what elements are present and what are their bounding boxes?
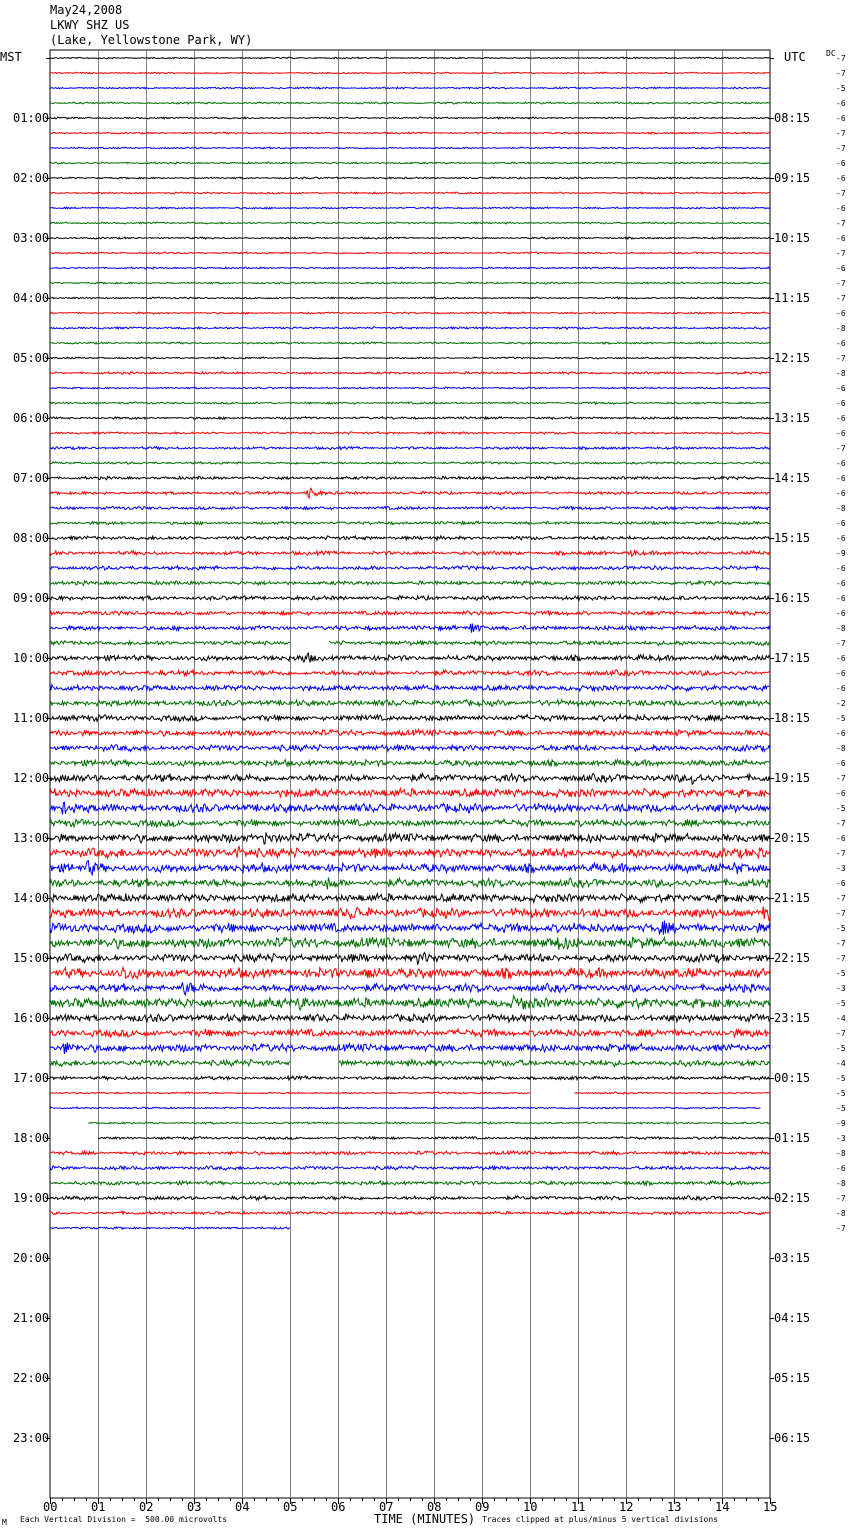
seismic-trace (50, 1181, 770, 1185)
x-axis-tick-label: 13 (667, 1500, 682, 1514)
right-hour-label: 17:15 (774, 651, 811, 665)
x-axis-tick-label: 12 (619, 1500, 634, 1514)
seismic-trace (50, 432, 770, 435)
right-hour-label: 03:15 (774, 1251, 811, 1265)
dc-offset-label: -6 (836, 834, 846, 843)
seismic-trace (50, 596, 770, 601)
dc-offset-label: -5 (836, 1104, 846, 1113)
seismic-trace (50, 1014, 770, 1022)
left-hour-label: 23:00 (13, 1431, 50, 1445)
right-hour-label: 01:15 (774, 1131, 811, 1145)
dc-offset-label: -9 (836, 1119, 846, 1128)
x-axis-tick-label: 02 (139, 1500, 154, 1514)
dc-offset-label: -8 (836, 1179, 846, 1188)
right-hour-label: 14:15 (774, 471, 811, 485)
seismic-trace (50, 1196, 770, 1200)
seismic-trace (50, 372, 770, 375)
dc-offset-label: -6 (836, 414, 846, 423)
dc-offset-label: -6 (836, 114, 846, 123)
seismic-trace (50, 536, 770, 540)
left-hour-label: 08:00 (13, 531, 50, 545)
left-hour-label: 09:00 (13, 591, 50, 605)
left-hour-label: 17:00 (13, 1071, 50, 1085)
dc-offset-label: -6 (836, 609, 846, 618)
x-axis-tick-label: 03 (187, 1500, 202, 1514)
seismic-trace (50, 177, 770, 179)
left-hour-label: 02:00 (13, 171, 50, 185)
right-hour-label: 10:15 (774, 231, 811, 245)
x-axis-tick-label: 06 (331, 1500, 346, 1514)
dc-offset-label: -5 (836, 1044, 846, 1053)
dc-offset-label: -3 (836, 864, 846, 873)
dc-offset-label: -6 (836, 579, 846, 588)
left-timezone-label: MST (0, 50, 22, 64)
left-hour-label: 15:00 (13, 951, 50, 965)
seismic-trace (50, 447, 770, 450)
x-axis-title: TIME (MINUTES) (374, 1512, 476, 1526)
seismic-trace (50, 72, 770, 74)
seismic-trace (50, 745, 770, 752)
left-hour-label: 20:00 (13, 1251, 50, 1265)
seismic-trace (50, 462, 770, 464)
seismic-trace (50, 1166, 770, 1170)
clip-note: Traces clipped at plus/minus 5 vertical divisions (482, 1515, 719, 1524)
seismic-trace (50, 788, 770, 797)
left-hour-label: 05:00 (13, 351, 50, 365)
seismic-trace (50, 715, 770, 722)
seismic-trace (50, 267, 770, 269)
x-axis-tick-label: 14 (715, 1500, 730, 1514)
seismic-trace (50, 102, 770, 104)
dc-offset-label: -8 (836, 1149, 846, 1158)
dc-offset-label: -5 (836, 999, 846, 1008)
dc-offset-label: -7 (836, 354, 846, 363)
dc-offset-label: -7 (836, 129, 846, 138)
seismic-trace (50, 488, 770, 498)
seismic-trace (50, 566, 770, 570)
seismic-trace (50, 847, 770, 859)
seismic-trace (50, 877, 770, 889)
dc-offset-label: -6 (836, 264, 846, 273)
dc-offset-label: -7 (836, 279, 846, 288)
dc-offset-label: -8 (836, 369, 846, 378)
x-axis-tick-label: 08 (427, 1500, 442, 1514)
seismic-trace (50, 237, 770, 239)
right-hour-label: 09:15 (774, 171, 811, 185)
dc-offset-label: -8 (836, 504, 846, 513)
seismic-trace (50, 1043, 770, 1054)
scale-note: Each Vertical Division = 500.00 microvolts (20, 1515, 228, 1524)
left-hour-label: 06:00 (13, 411, 50, 425)
seismic-trace (50, 387, 770, 389)
right-hour-label: 15:15 (774, 531, 811, 545)
dc-offset-label: -5 (836, 924, 846, 933)
seismic-trace (50, 982, 770, 995)
seismic-trace (50, 1092, 770, 1094)
right-hour-label: 08:15 (774, 111, 811, 125)
seismic-trace (50, 996, 770, 1010)
x-axis-tick-label: 05 (283, 1500, 298, 1514)
seismic-trace (50, 252, 770, 254)
x-axis-tick-label: 09 (475, 1500, 490, 1514)
dc-offset-label: -6 (836, 459, 846, 468)
right-hour-label: 23:15 (774, 1011, 811, 1025)
seismic-trace (50, 1151, 770, 1155)
header-date: May24,2008 (50, 3, 123, 17)
left-hour-label: 18:00 (13, 1131, 50, 1145)
dc-offset-label: -6 (836, 669, 846, 678)
left-hour-label: 21:00 (13, 1311, 50, 1325)
header-station: LKWY SHZ US (50, 18, 130, 32)
left-hour-label: 19:00 (13, 1191, 50, 1205)
left-hour-label: 14:00 (13, 891, 50, 905)
x-axis-tick-label: 04 (235, 1500, 250, 1514)
x-axis-tick-label: 00 (43, 1500, 58, 1514)
seismic-trace (50, 402, 770, 404)
plot-frame (50, 50, 770, 1498)
dc-offset-label: -7 (836, 1029, 846, 1038)
dc-offset-label: -7 (836, 249, 846, 258)
dc-offset-label: -3 (836, 1134, 846, 1143)
left-hour-label: 22:00 (13, 1371, 50, 1385)
dc-offset-label: -7 (836, 1224, 846, 1233)
seismic-trace (50, 641, 770, 646)
right-hour-label: 06:15 (774, 1431, 811, 1445)
right-hour-label: 05:15 (774, 1371, 811, 1385)
right-hour-label: 04:15 (774, 1311, 811, 1325)
seismic-trace (50, 417, 770, 420)
x-axis-tick-label: 10 (523, 1500, 538, 1514)
right-hour-label: 18:15 (774, 711, 811, 725)
seismic-trace (50, 861, 770, 875)
dc-offset-label: -7 (836, 939, 846, 948)
dc-offset-label: -6 (836, 729, 846, 738)
left-hour-label: 03:00 (13, 231, 50, 245)
dc-offset-label: -7 (836, 909, 846, 918)
left-hour-label: 13:00 (13, 831, 50, 845)
seismic-trace (50, 653, 770, 663)
header-location: (Lake, Yellowstone Park, WY) (50, 33, 253, 47)
dc-offset-label: -4 (836, 1059, 846, 1068)
dc-offset-label: -7 (836, 444, 846, 453)
left-hour-label: 10:00 (13, 651, 50, 665)
seismic-trace (50, 132, 770, 134)
seismic-trace (50, 906, 770, 920)
right-hour-label: 19:15 (774, 771, 811, 785)
dc-offset-label: -8 (836, 624, 846, 633)
seismic-trace (50, 700, 770, 707)
dc-offset-label: -6 (836, 684, 846, 693)
dc-offset-label: -6 (836, 204, 846, 213)
dc-offset-label: -7 (836, 774, 846, 783)
dc-offset-label: -7 (836, 954, 846, 963)
dc-offset-label: -7 (836, 1194, 846, 1203)
dc-offset-label: -7 (836, 219, 846, 228)
left-hour-label: 16:00 (13, 1011, 50, 1025)
dc-offset-label: -6 (836, 789, 846, 798)
left-hour-label: 01:00 (13, 111, 50, 125)
seismic-trace (50, 147, 770, 149)
seismic-trace (50, 222, 770, 224)
right-hour-label: 11:15 (774, 291, 811, 305)
seismic-trace (50, 327, 770, 330)
left-hour-label: 11:00 (13, 711, 50, 725)
dc-offset-label: -6 (836, 1164, 846, 1173)
seismic-trace (50, 357, 770, 359)
x-axis-tick-label: 11 (571, 1500, 586, 1514)
right-hour-label: 12:15 (774, 351, 811, 365)
dc-offset-label: -6 (836, 399, 846, 408)
corner-mark: M (2, 1518, 7, 1527)
seismic-trace (50, 773, 770, 784)
dc-offset-label: -8 (836, 324, 846, 333)
dc-offset-label: -6 (836, 429, 846, 438)
seismic-trace (50, 476, 770, 480)
seismic-trace (50, 312, 770, 314)
x-axis-tick-label: 01 (91, 1500, 106, 1514)
seismic-trace (88, 1122, 770, 1124)
dc-offset-label: -7 (836, 69, 846, 78)
dc-offset-label: -5 (836, 969, 846, 978)
dc-offset-label: -5 (836, 84, 846, 93)
dc-offset-label: -6 (836, 759, 846, 768)
seismic-trace (50, 894, 770, 903)
seismic-trace (50, 760, 770, 767)
dc-offset-label: -6 (836, 309, 846, 318)
dc-offset-label: -6 (836, 384, 846, 393)
dc-offset-label: -7 (836, 639, 846, 648)
dc-offset-label: -6 (836, 474, 846, 483)
right-hour-label: 16:15 (774, 591, 811, 605)
seismic-trace (50, 117, 770, 119)
seismic-trace (50, 819, 770, 827)
seismic-trace (50, 506, 770, 509)
dc-offset-label: -5 (836, 1074, 846, 1083)
dc-offset-label: -6 (836, 534, 846, 543)
dc-offset-label: -7 (836, 144, 846, 153)
dc-offset-label: -5 (836, 1089, 846, 1098)
dc-offset-label: -5 (836, 804, 846, 813)
seismic-trace (50, 611, 770, 615)
dc-offset-label: -6 (836, 234, 846, 243)
dc-offset-label: -6 (836, 159, 846, 168)
seismic-trace (50, 1227, 290, 1229)
seismic-trace (50, 967, 770, 979)
right-hour-label: 02:15 (774, 1191, 811, 1205)
seismic-trace (50, 1076, 770, 1080)
right-hour-label: 22:15 (774, 951, 811, 965)
dc-offset-label: -8 (836, 744, 846, 753)
seismic-trace (50, 624, 770, 633)
seismic-trace (50, 730, 770, 737)
dc-offset-label: -6 (836, 489, 846, 498)
right-timezone-label: UTC (784, 50, 806, 64)
x-axis-tick-label: 15 (763, 1500, 778, 1514)
seismic-trace (50, 953, 770, 965)
x-axis-tick-label: 07 (379, 1500, 394, 1514)
dc-offset-label: -8 (836, 1209, 846, 1218)
seismic-trace (50, 937, 770, 950)
dc-offset-label: -2 (836, 699, 846, 708)
seismic-trace (50, 1211, 770, 1214)
dc-offset-label: -3 (836, 984, 846, 993)
dc-offset-label: -6 (836, 594, 846, 603)
dc-offset-label: -6 (836, 564, 846, 573)
seismic-trace (50, 297, 770, 299)
seismic-trace (50, 1060, 770, 1067)
seismic-trace (50, 192, 770, 194)
dc-offset-label: -7 (836, 849, 846, 858)
seismic-trace (50, 162, 770, 164)
seismic-trace (50, 921, 770, 935)
right-hour-label: 13:15 (774, 411, 811, 425)
seismic-trace (50, 802, 770, 814)
seismic-trace (50, 685, 770, 691)
right-hour-label: 21:15 (774, 891, 811, 905)
dc-label: DC (826, 49, 836, 58)
left-hour-label: 07:00 (13, 471, 50, 485)
seismic-trace (50, 550, 770, 556)
left-hour-label: 12:00 (13, 771, 50, 785)
right-hour-label: 20:15 (774, 831, 811, 845)
dc-offset-label: -6 (836, 174, 846, 183)
right-hour-label: 00:15 (774, 1071, 811, 1085)
seismic-trace (50, 1107, 760, 1109)
seismic-trace (50, 207, 770, 209)
dc-offset-label: -4 (836, 1014, 846, 1023)
seismic-trace (50, 581, 770, 586)
dc-offset-label: -6 (836, 339, 846, 348)
dc-offset-label: -7 (836, 189, 846, 198)
dc-offset-label: -6 (836, 879, 846, 888)
dc-offset-label: -7 (836, 54, 846, 63)
seismic-trace (50, 832, 770, 844)
seismic-trace (50, 342, 770, 344)
dc-offset-label: -7 (836, 819, 846, 828)
dc-offset-label: -6 (836, 519, 846, 528)
dc-offset-label: -7 (836, 294, 846, 303)
left-hour-label: 04:00 (13, 291, 50, 305)
seismic-trace (50, 670, 770, 676)
seismic-trace (50, 87, 770, 89)
dc-offset-label: -9 (836, 549, 846, 558)
seismic-trace (50, 282, 770, 284)
seismic-trace (50, 521, 770, 524)
seismic-trace (50, 57, 770, 59)
dc-offset-label: -6 (836, 654, 846, 663)
dc-offset-label: -5 (836, 714, 846, 723)
dc-offset-label: -7 (836, 894, 846, 903)
dc-offset-label: -6 (836, 99, 846, 108)
seismic-trace (50, 1029, 770, 1037)
